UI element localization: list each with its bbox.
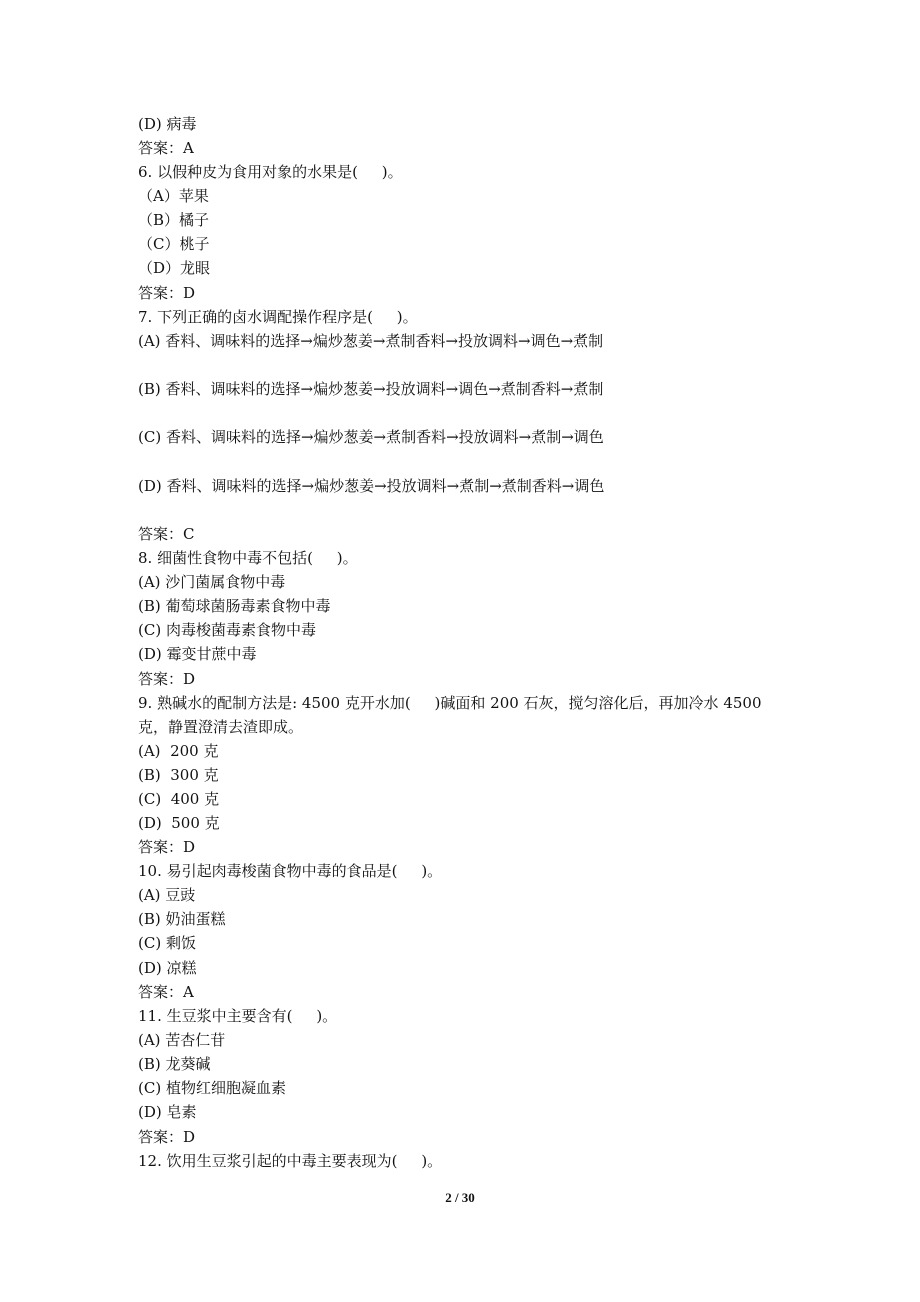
- question-11: 11. 生豆浆中主要含有( )。: [138, 1007, 338, 1025]
- question-12: 12. 饮用生豆浆引起的中毒主要表现为( )。: [138, 1152, 443, 1170]
- option-d-q7: (D) 香料、调味料的选择→煸炒葱姜→投放调料→煮制→煮制香料→调色: [138, 477, 605, 495]
- option-a-q9: (A) 200 克: [138, 742, 219, 760]
- answer-q10: 答案：A: [138, 983, 194, 1001]
- answer-q7: 答案：C: [138, 525, 195, 543]
- page-number: 2 / 30: [445, 1190, 475, 1205]
- option-b-q9: (B) 300 克: [138, 766, 219, 784]
- option-d-q11: (D) 皂素: [138, 1103, 197, 1121]
- question-9: 9. 熟碱水的配制方法是: 4500 克开水加( )碱面和 200 石灰，搅匀溶化后，再加冷水 4500: [138, 694, 762, 712]
- answer-q9: 答案：D: [138, 838, 196, 856]
- option-d-q5: (D) 病毒: [138, 115, 197, 133]
- option-a-q11: (A) 苦杏仁苷: [138, 1031, 226, 1049]
- option-a-q8: (A) 沙门菌属食物中毒: [138, 573, 286, 591]
- question-10: 10. 易引起肉毒梭菌食物中毒的食品是( )。: [138, 862, 443, 880]
- answer-q11: 答案：D: [138, 1128, 196, 1146]
- option-b-q8: (B) 葡萄球菌肠毒素食物中毒: [138, 597, 331, 615]
- option-b-q10: (B) 奶油蛋糕: [138, 910, 226, 928]
- option-c-q11: (C) 植物红细胞凝血素: [138, 1079, 286, 1097]
- option-a-q6: （A）苹果: [138, 187, 209, 205]
- option-b-q6: （B）橘子: [138, 211, 210, 229]
- option-d-q10: (D) 凉糕: [138, 959, 197, 977]
- option-a-q10: (A) 豆豉: [138, 886, 196, 904]
- question-8: 8. 细菌性食物中毒不包括( )。: [138, 549, 358, 567]
- option-b-q11: (B) 龙葵碱: [138, 1055, 211, 1073]
- option-d-q6: （D）龙眼: [138, 259, 211, 277]
- option-c-q9: (C) 400 克: [138, 790, 220, 808]
- question-6: 6. 以假种皮为食用对象的水果是( )。: [138, 163, 403, 181]
- option-d-q8: (D) 霉变甘蔗中毒: [138, 645, 257, 663]
- option-c-q10: (C) 剩饭: [138, 934, 196, 952]
- question-7: 7. 下列正确的卤水调配操作程序是( )。: [138, 308, 418, 326]
- option-a-q7: (A) 香料、调味料的选择→煸炒葱姜→煮制香料→投放调料→调色→煮制: [138, 332, 604, 350]
- answer-q8: 答案：D: [138, 670, 196, 688]
- option-b-q7: (B) 香料、调味料的选择→煸炒葱姜→投放调料→调色→煮制香料→煮制: [138, 380, 604, 398]
- option-c-q6: （C）桃子: [138, 235, 210, 253]
- question-9-continued: 克，静置澄清去渣即成。: [138, 718, 304, 736]
- answer-q6: 答案：D: [138, 284, 196, 302]
- option-c-q8: (C) 肉毒梭菌毒素食物中毒: [138, 621, 316, 639]
- answer-q5: 答案：A: [138, 139, 194, 157]
- option-d-q9: (D) 500 克: [138, 814, 220, 832]
- option-c-q7: (C) 香料、调味料的选择→煸炒葱姜→煮制香料→投放调料→煮制→调色: [138, 428, 604, 446]
